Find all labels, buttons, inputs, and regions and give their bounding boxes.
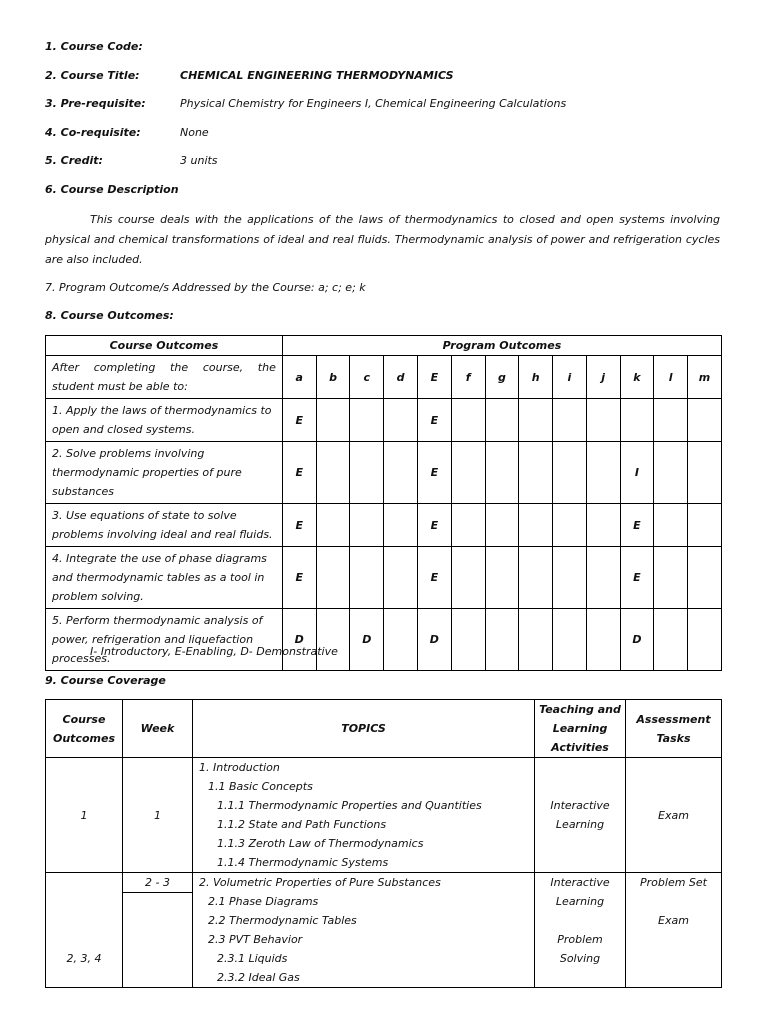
- outcome-mark: [586, 504, 620, 547]
- outcome-mark: [553, 442, 587, 504]
- topic-item: 2.3.1 Liquids: [217, 952, 288, 965]
- outcome-mark: [451, 442, 485, 504]
- po-letter: m: [688, 356, 722, 399]
- outcome-mark: [316, 504, 350, 547]
- outcome-mark: [384, 504, 418, 547]
- po-letter: k: [620, 356, 654, 399]
- teaching-line: Interactive: [550, 876, 610, 889]
- outcome-mark: [384, 609, 418, 671]
- outcome-mark: [654, 547, 688, 609]
- outcome-mark: [316, 547, 350, 609]
- outcome-mark: [586, 609, 620, 671]
- topic-item: 2.3.2 Ideal Gas: [217, 971, 300, 984]
- outcome-mark: [654, 399, 688, 442]
- outcome-mark: [485, 547, 519, 609]
- po-letter: l: [654, 356, 688, 399]
- outcome-mark: [384, 547, 418, 609]
- legend-text: I- Introductory, E-Enabling, D- Demonstrative: [90, 645, 338, 658]
- outcome-mark: D: [350, 609, 384, 671]
- topic-item: 2. Volumetric Properties of Pure Substances: [199, 876, 441, 889]
- header-outcomes-line: Course: [62, 712, 106, 726]
- outcome-mark: [586, 399, 620, 442]
- outcome-mark: [451, 609, 485, 671]
- coverage-row1-assessment: Exam: [626, 758, 722, 873]
- outcome-mark: E: [417, 504, 451, 547]
- po-header: Program Outcomes: [282, 336, 721, 356]
- topic-item: 1.1.1 Thermodynamic Properties and Quantities: [217, 799, 482, 812]
- outcome-mark: [316, 442, 350, 504]
- outcome-mark: D: [282, 609, 316, 671]
- coverage-header-outcomes: [46, 700, 123, 758]
- outcome-mark: [519, 442, 553, 504]
- po-letter: d: [384, 356, 418, 399]
- topic-item: 2.3 PVT Behavior: [208, 933, 303, 946]
- coverage-header-assessment: [626, 700, 722, 758]
- header-teaching-line: Teaching and: [539, 703, 621, 716]
- outcome-mark: D: [620, 609, 654, 671]
- topic-item: 2.1 Phase Diagrams: [208, 895, 319, 908]
- outcome-mark: I: [620, 442, 654, 504]
- outcome-mark: [553, 399, 587, 442]
- header-assessment-line: Assessment: [636, 712, 711, 726]
- header-outcomes-line: Outcomes: [53, 731, 115, 745]
- topic-item: 1.1.2 State and Path Functions: [217, 818, 387, 831]
- teaching-line: Solving: [559, 952, 601, 965]
- outcome-mark: [519, 399, 553, 442]
- topic-item: 1.1.4 Thermodynamic Systems: [217, 856, 389, 869]
- coverage-row1-outcome: 1: [46, 758, 123, 873]
- outcome-mark: [654, 504, 688, 547]
- coverage-row2-week: [123, 873, 193, 988]
- coverage-header-week: Week: [123, 700, 193, 758]
- outcome-mark: [553, 609, 587, 671]
- teaching-spacer: [535, 911, 625, 930]
- co-intro-text: After completing the course, the student must be able to:: [46, 356, 283, 399]
- outcome-mark: [519, 609, 553, 671]
- teaching-line: Learning: [555, 818, 605, 831]
- outcome-mark: [485, 504, 519, 547]
- outcome-mark: [485, 399, 519, 442]
- course-outcomes-label: 8. Course Outcomes:: [45, 309, 174, 322]
- coverage-row1-topics: [193, 758, 535, 873]
- header-teaching-line: Learning: [552, 722, 608, 735]
- po-letter: h: [519, 356, 553, 399]
- outcome-mark: [350, 442, 384, 504]
- outcome-mark: [654, 609, 688, 671]
- prerequisite-value: Physical Chemistry for Engineers I, Chemical Engineering Calculations: [180, 97, 567, 110]
- course-outcome-text: 4. Integrate the use of phase diagrams and thermodynamic tables as a tool in problem solving.: [46, 547, 283, 609]
- outcome-mark: E: [620, 504, 654, 547]
- po-letter: j: [586, 356, 620, 399]
- outcome-mark: [553, 547, 587, 609]
- coverage-row1-week: 1: [123, 758, 193, 873]
- outcome-mark: D: [417, 609, 451, 671]
- po-letter: i: [553, 356, 587, 399]
- header-assessment-line: Tasks: [656, 731, 691, 745]
- outcome-mark: [350, 504, 384, 547]
- po-letter: c: [350, 356, 384, 399]
- po-letter: a: [282, 356, 316, 399]
- course-outcome-text: 1. Apply the laws of thermodynamics to open and closed systems.: [46, 399, 283, 442]
- topic-item: 1.1 Basic Concepts: [208, 780, 313, 793]
- course-coverage-table: [45, 699, 722, 988]
- coverage-header-topics: TOPICS: [193, 700, 535, 758]
- outcome-mark: [451, 504, 485, 547]
- coverage-row1-teaching: [535, 758, 626, 873]
- assessment-line: Problem Set: [640, 876, 707, 889]
- course-coverage-label: 9. Course Coverage: [45, 674, 166, 687]
- outcome-mark: [688, 547, 722, 609]
- course-outcomes-table: [45, 335, 722, 671]
- coverage-header-teaching: [535, 700, 626, 758]
- assessment-line: Exam: [658, 914, 689, 927]
- po-letter: f: [451, 356, 485, 399]
- outcome-mark: E: [417, 442, 451, 504]
- credit-value: 3 units: [180, 154, 218, 167]
- course-outcome-text: 3. Use equations of state to solve problems involving ideal and real fluids.: [46, 504, 283, 547]
- outcome-mark: E: [417, 547, 451, 609]
- outcome-mark: E: [282, 547, 316, 609]
- course-code-label: 1. Course Code:: [45, 40, 143, 53]
- outcome-mark: [519, 504, 553, 547]
- topic-item: 2.2 Thermodynamic Tables: [208, 914, 357, 927]
- outcome-mark: [688, 442, 722, 504]
- outcome-mark: [316, 399, 350, 442]
- outcome-mark: E: [282, 504, 316, 547]
- teaching-line: Interactive: [550, 799, 610, 812]
- corequisite-label: 4. Co-requisite:: [45, 126, 141, 139]
- outcome-mark: [620, 399, 654, 442]
- prerequisite-label: 3. Pre-requisite:: [45, 97, 146, 110]
- outcome-mark: [384, 442, 418, 504]
- header-teaching-line: Activities: [551, 741, 609, 754]
- outcome-mark: [350, 547, 384, 609]
- corequisite-value: None: [180, 126, 209, 139]
- outcome-mark: [384, 399, 418, 442]
- outcome-mark: E: [282, 399, 316, 442]
- outcome-mark: E: [417, 399, 451, 442]
- coverage-row2-outcome: 2, 3, 4: [46, 873, 123, 988]
- outcome-mark: [451, 547, 485, 609]
- course-description-text: This course deals with the applications of the laws of thermodynamics to closed and open systems involving physical and chemical transformations of ideal and real fluids. Thermodynamic analysis of power and refrigeration cycles are also included.: [45, 213, 720, 266]
- coverage-row2-topics: [193, 873, 535, 988]
- outcome-mark: [451, 399, 485, 442]
- week-cell-text: 2 - 3: [123, 873, 192, 893]
- course-outcome-text: 2. Solve problems involving thermodynamic properties of pure substances: [46, 442, 283, 504]
- topic-item: 1.1.3 Zeroth Law of Thermodynamics: [217, 837, 424, 850]
- topic-item: 1. Introduction: [199, 761, 280, 774]
- outcome-mark: [688, 609, 722, 671]
- outcome-mark: [586, 547, 620, 609]
- outcome-mark: [688, 504, 722, 547]
- course-description-label: 6. Course Description: [45, 183, 179, 196]
- course-title-label: 2. Course Title:: [45, 69, 140, 82]
- teaching-line: Problem: [557, 933, 603, 946]
- outcome-mark: [519, 547, 553, 609]
- course-outcome-text: 5. Perform thermodynamic analysis of power, refrigeration and liquefaction processes.: [46, 609, 283, 671]
- program-outcome-line: 7. Program Outcome/s Addressed by the Course: a; c; e; k: [45, 281, 366, 294]
- assessment-spacer: [626, 892, 721, 911]
- outcome-mark: [485, 609, 519, 671]
- po-letter: E: [417, 356, 451, 399]
- teaching-line: Learning: [555, 895, 605, 908]
- outcome-mark: [688, 399, 722, 442]
- outcome-mark: [553, 504, 587, 547]
- co-header: Course Outcomes: [46, 336, 283, 356]
- outcome-mark: [350, 399, 384, 442]
- coverage-row2-teaching: [535, 873, 626, 988]
- outcome-mark: [316, 609, 350, 671]
- outcome-mark: [654, 442, 688, 504]
- course-title-value: CHEMICAL ENGINEERING THERMODYNAMICS: [180, 69, 454, 82]
- credit-label: 5. Credit:: [45, 154, 103, 167]
- outcome-mark: E: [282, 442, 316, 504]
- outcome-mark: [586, 442, 620, 504]
- coverage-row2-assessment: [626, 873, 722, 988]
- outcome-mark: [485, 442, 519, 504]
- outcome-mark: E: [620, 547, 654, 609]
- po-letter: g: [485, 356, 519, 399]
- po-letter: b: [316, 356, 350, 399]
